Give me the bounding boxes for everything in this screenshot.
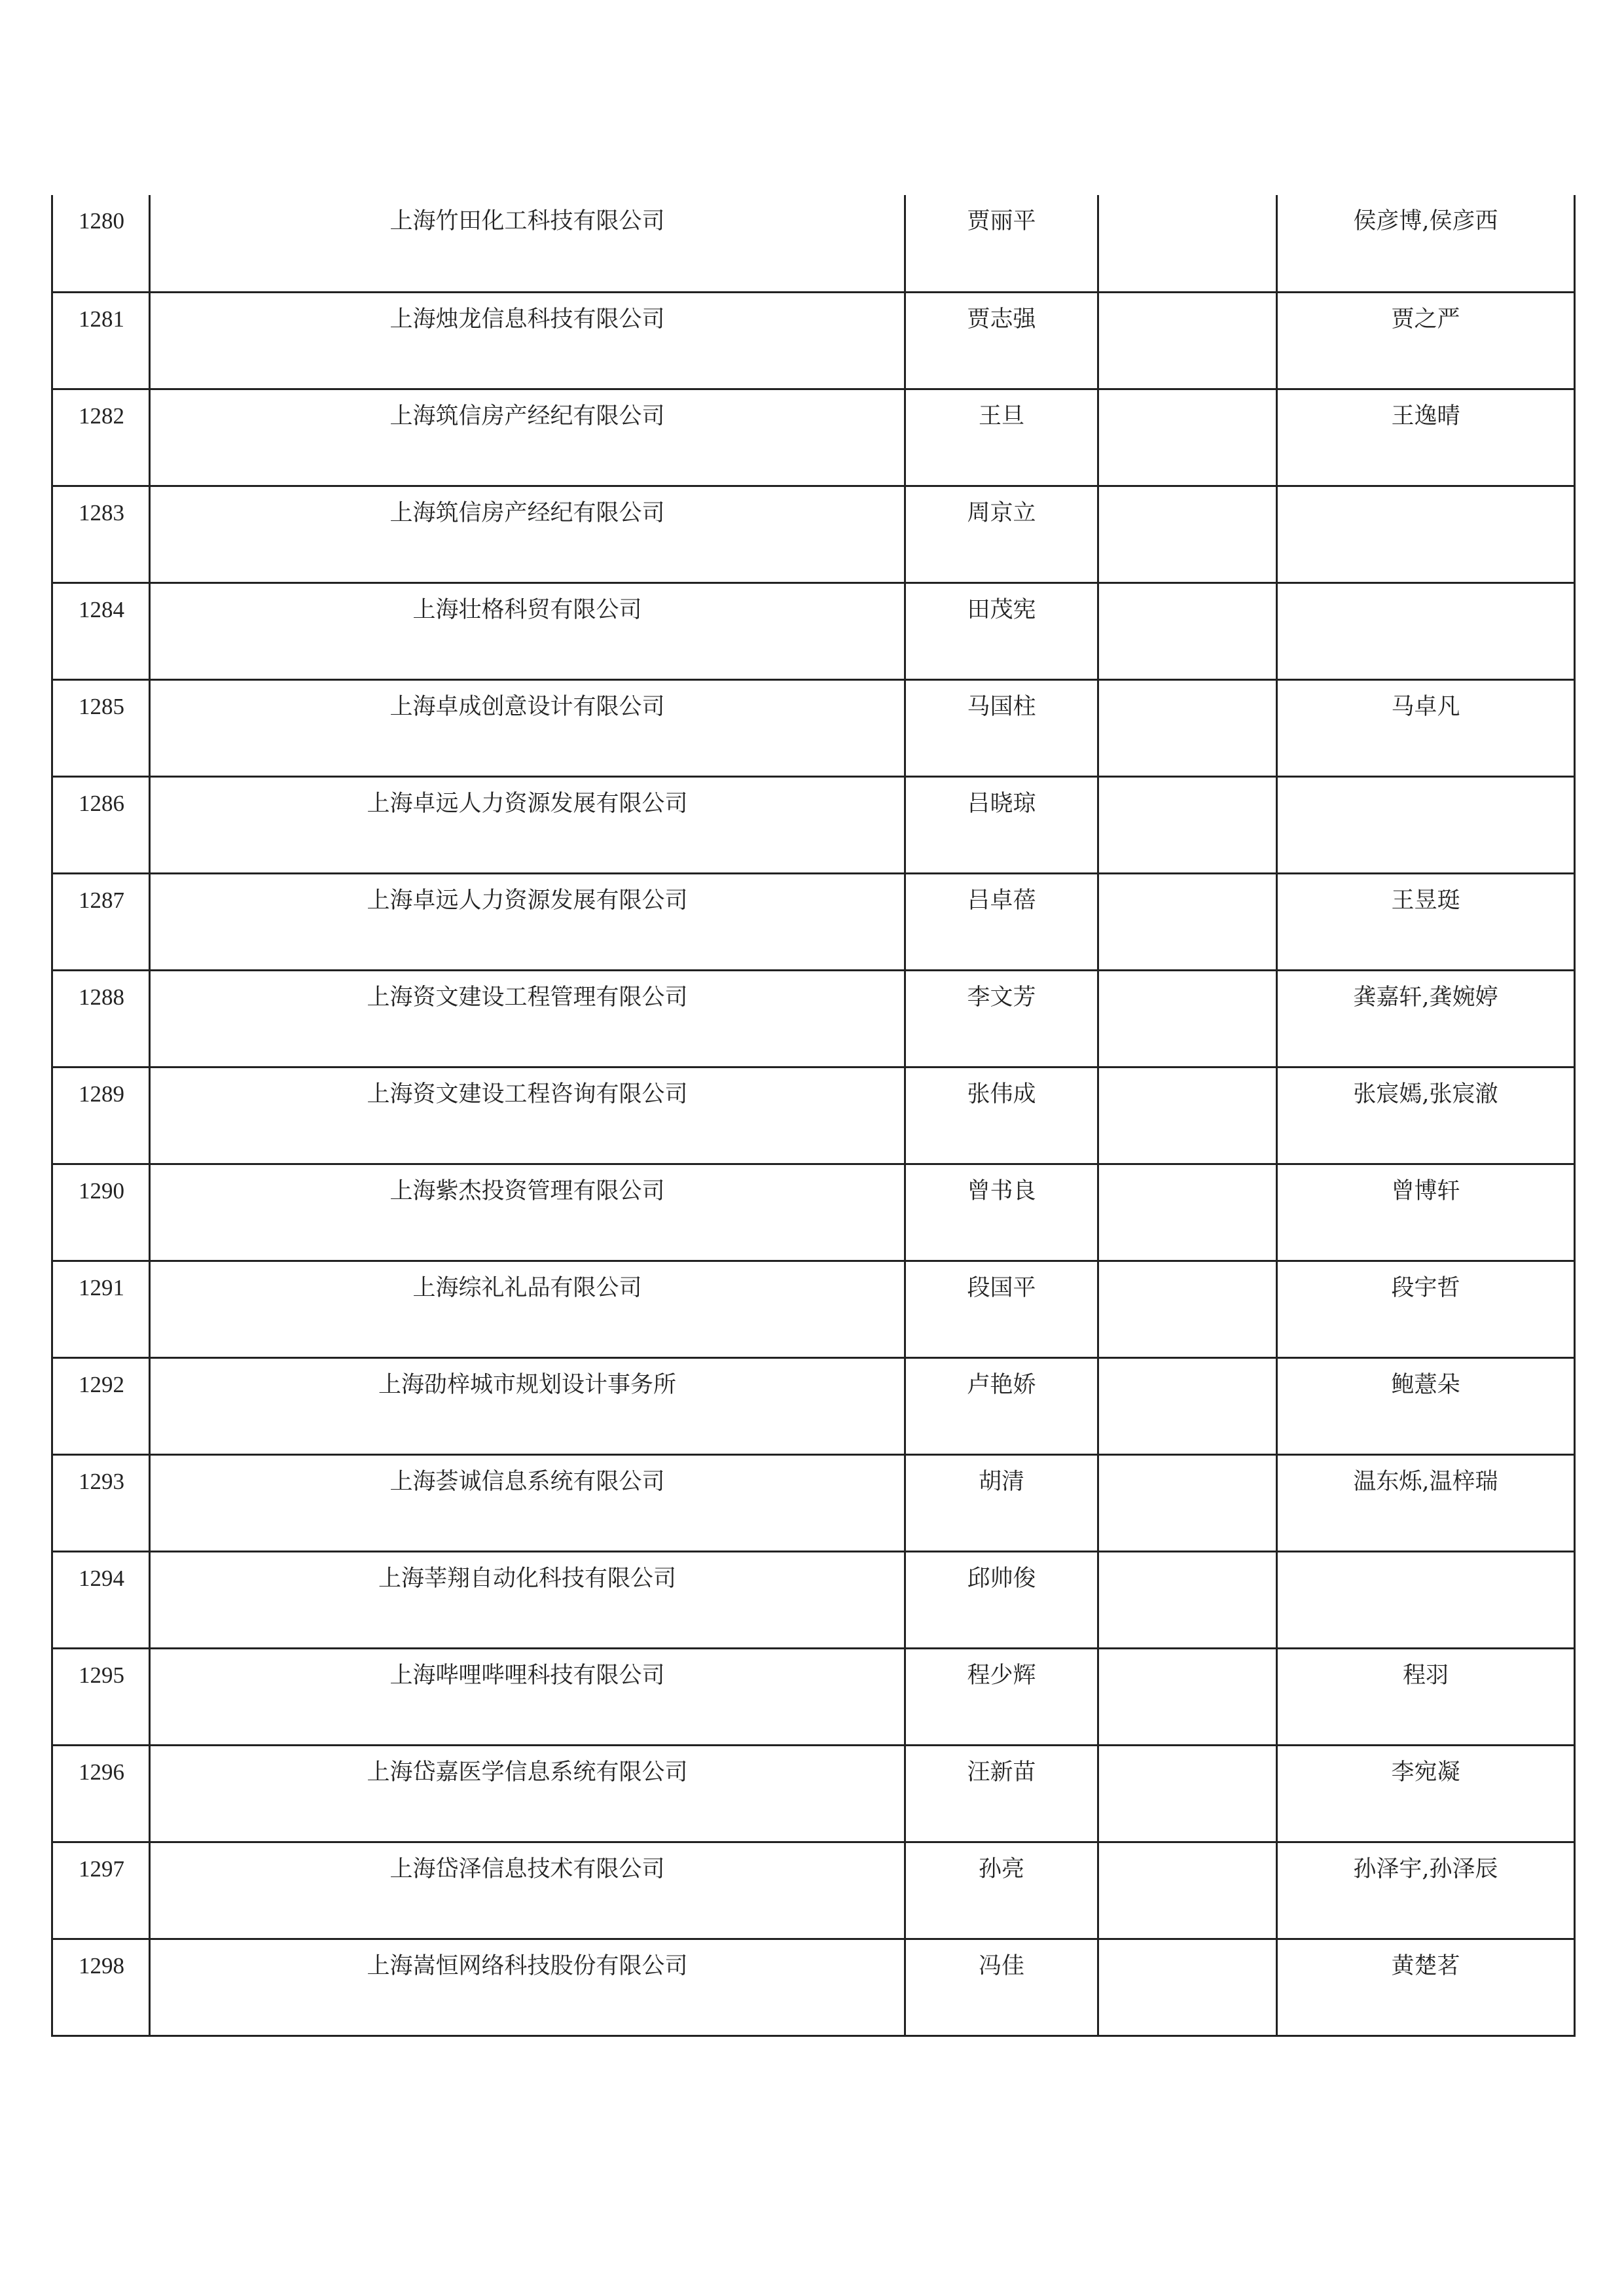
children-names: 李宛凝	[1277, 1745, 1575, 1842]
company-name: 上海岱嘉医学信息系统有限公司	[150, 1745, 905, 1842]
children-names: 鲍薏朵	[1277, 1357, 1575, 1454]
empty-cell	[1098, 679, 1277, 776]
person-name: 田茂宪	[905, 583, 1098, 679]
person-name: 周京立	[905, 486, 1098, 583]
row-number: 1295	[52, 1648, 150, 1745]
row-number: 1290	[52, 1164, 150, 1261]
children-names: 王昱珽	[1277, 873, 1575, 970]
row-number: 1291	[52, 1261, 150, 1357]
row-number: 1280	[52, 195, 150, 292]
table-row	[52, 1357, 1575, 1454]
table-row	[52, 486, 1575, 583]
table-row	[52, 1939, 1575, 2036]
empty-cell	[1098, 1939, 1277, 2036]
table-row	[52, 1842, 1575, 1939]
table-row	[52, 1648, 1575, 1745]
row-number: 1287	[52, 873, 150, 970]
empty-cell	[1098, 583, 1277, 679]
empty-cell	[1098, 1454, 1277, 1551]
row-number: 1286	[52, 776, 150, 873]
table-row	[52, 292, 1575, 389]
person-name: 吕晓琼	[905, 776, 1098, 873]
company-name: 上海卓远人力资源发展有限公司	[150, 776, 905, 873]
row-number: 1294	[52, 1551, 150, 1648]
empty-cell	[1098, 195, 1277, 292]
table-row	[52, 195, 1575, 292]
empty-cell	[1098, 1842, 1277, 1939]
company-name: 上海竹田化工科技有限公司	[150, 195, 905, 292]
children-names: 王逸晴	[1277, 389, 1575, 486]
children-names	[1277, 1551, 1575, 1648]
empty-cell	[1098, 873, 1277, 970]
company-name: 上海劭梓城市规划设计事务所	[150, 1357, 905, 1454]
empty-cell	[1098, 486, 1277, 583]
row-number: 1288	[52, 970, 150, 1067]
children-names: 贾之严	[1277, 292, 1575, 389]
row-number: 1293	[52, 1454, 150, 1551]
row-number: 1298	[52, 1939, 150, 2036]
empty-cell	[1098, 1551, 1277, 1648]
table-row	[52, 679, 1575, 776]
empty-cell	[1098, 1067, 1277, 1164]
company-name: 上海卓成创意设计有限公司	[150, 679, 905, 776]
person-name: 邱帅俊	[905, 1551, 1098, 1648]
company-name: 上海筑信房产经纪有限公司	[150, 486, 905, 583]
company-name: 上海嵩恒网络科技股份有限公司	[150, 1939, 905, 2036]
row-number: 1285	[52, 679, 150, 776]
person-name: 孙亮	[905, 1842, 1098, 1939]
row-number: 1284	[52, 583, 150, 679]
empty-cell	[1098, 970, 1277, 1067]
children-names	[1277, 486, 1575, 583]
person-name: 贾丽平	[905, 195, 1098, 292]
row-number: 1296	[52, 1745, 150, 1842]
empty-cell	[1098, 292, 1277, 389]
person-name: 李文芳	[905, 970, 1098, 1067]
row-number: 1289	[52, 1067, 150, 1164]
person-name: 张伟成	[905, 1067, 1098, 1164]
person-name: 王旦	[905, 389, 1098, 486]
company-name: 上海筑信房产经纪有限公司	[150, 389, 905, 486]
data-table	[51, 195, 1576, 2037]
children-names	[1277, 776, 1575, 873]
table-row	[52, 583, 1575, 679]
children-names: 曾博轩	[1277, 1164, 1575, 1261]
empty-cell	[1098, 1745, 1277, 1842]
table-row	[52, 1745, 1575, 1842]
table-row	[52, 873, 1575, 970]
table-row	[52, 1551, 1575, 1648]
children-names: 温东烁,温梓瑞	[1277, 1454, 1575, 1551]
company-name: 上海资文建设工程咨询有限公司	[150, 1067, 905, 1164]
company-name: 上海烛龙信息科技有限公司	[150, 292, 905, 389]
company-name: 上海壮格科贸有限公司	[150, 583, 905, 679]
row-number: 1297	[52, 1842, 150, 1939]
table-row	[52, 1067, 1575, 1164]
table-row	[52, 389, 1575, 486]
children-names: 孙泽宇,孙泽辰	[1277, 1842, 1575, 1939]
person-name: 曾书良	[905, 1164, 1098, 1261]
children-names: 程羽	[1277, 1648, 1575, 1745]
children-names: 黄楚茗	[1277, 1939, 1575, 2036]
table-row	[52, 1454, 1575, 1551]
children-names: 侯彦博,侯彦西	[1277, 195, 1575, 292]
empty-cell	[1098, 1164, 1277, 1261]
person-name: 胡清	[905, 1454, 1098, 1551]
table-row	[52, 970, 1575, 1067]
person-name: 冯佳	[905, 1939, 1098, 2036]
document-page	[51, 195, 1574, 2037]
person-name: 贾志强	[905, 292, 1098, 389]
company-name: 上海卓远人力资源发展有限公司	[150, 873, 905, 970]
company-name: 上海资文建设工程管理有限公司	[150, 970, 905, 1067]
person-name: 马国柱	[905, 679, 1098, 776]
person-name: 卢艳娇	[905, 1357, 1098, 1454]
row-number: 1292	[52, 1357, 150, 1454]
children-names: 马卓凡	[1277, 679, 1575, 776]
empty-cell	[1098, 1357, 1277, 1454]
company-name: 上海紫杰投资管理有限公司	[150, 1164, 905, 1261]
company-name: 上海哔哩哔哩科技有限公司	[150, 1648, 905, 1745]
company-name: 上海荟诚信息系统有限公司	[150, 1454, 905, 1551]
company-name: 上海综礼礼品有限公司	[150, 1261, 905, 1357]
empty-cell	[1098, 1261, 1277, 1357]
children-names: 龚嘉轩,龚婉婷	[1277, 970, 1575, 1067]
row-number: 1283	[52, 486, 150, 583]
table-row	[52, 1261, 1575, 1357]
empty-cell	[1098, 389, 1277, 486]
children-names: 段宇哲	[1277, 1261, 1575, 1357]
company-name: 上海莘翔自动化科技有限公司	[150, 1551, 905, 1648]
table-row	[52, 1164, 1575, 1261]
person-name: 段国平	[905, 1261, 1098, 1357]
row-number: 1281	[52, 292, 150, 389]
row-number: 1282	[52, 389, 150, 486]
empty-cell	[1098, 776, 1277, 873]
person-name: 吕卓蓓	[905, 873, 1098, 970]
empty-cell	[1098, 1648, 1277, 1745]
children-names	[1277, 583, 1575, 679]
company-name: 上海岱泽信息技术有限公司	[150, 1842, 905, 1939]
table-body	[52, 195, 1575, 2036]
person-name: 汪新苗	[905, 1745, 1098, 1842]
person-name: 程少辉	[905, 1648, 1098, 1745]
table-row	[52, 776, 1575, 873]
children-names: 张宸嫣,张宸澈	[1277, 1067, 1575, 1164]
